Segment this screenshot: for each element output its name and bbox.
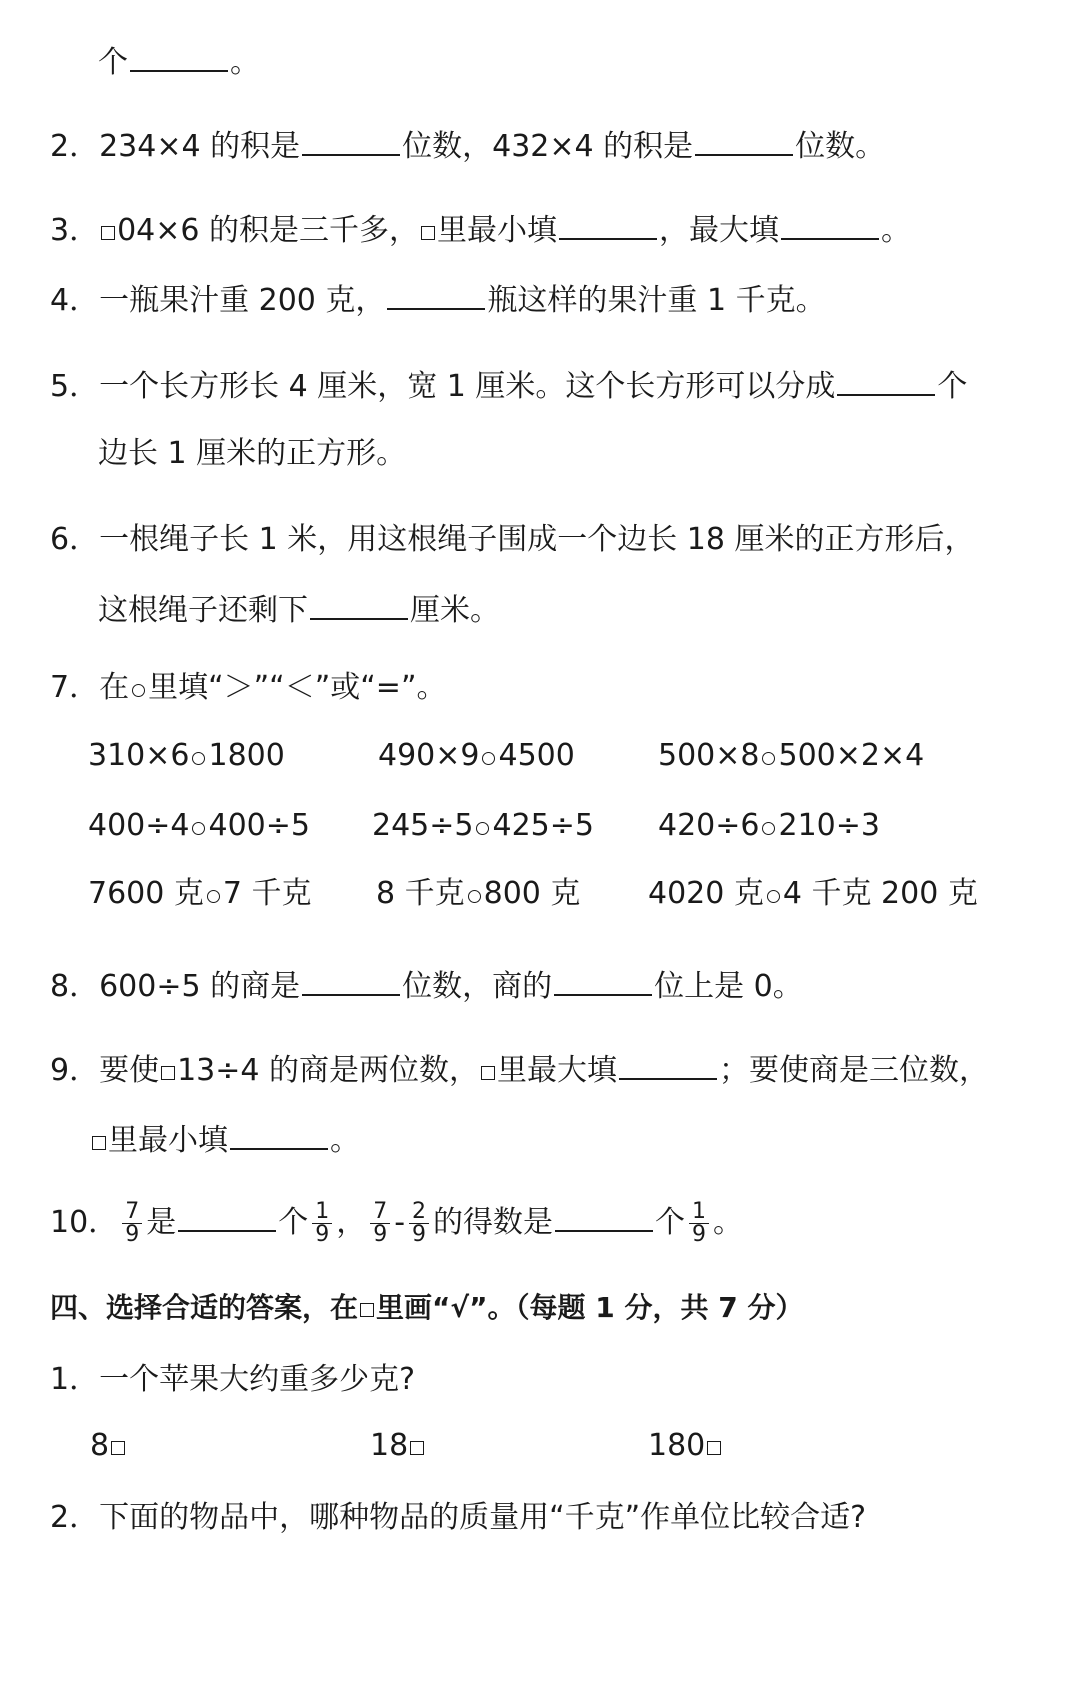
fraction: [370, 1201, 390, 1246]
question-number: 5．: [50, 369, 100, 404]
compare-circle[interactable]: [762, 822, 775, 835]
question-number: 4．: [50, 283, 100, 318]
compare-right: 4500: [498, 738, 575, 773]
question-3: [50, 208, 911, 251]
compare-right: 400÷5: [208, 808, 310, 843]
minus-sign: -: [394, 1205, 406, 1240]
question-text: 。: [713, 1205, 744, 1240]
question-number: 1．: [50, 1362, 100, 1397]
answer-blank[interactable]: [781, 208, 879, 240]
question-8: [50, 964, 803, 1007]
section-heading-text: 四、选择合适的答案，在: [50, 1291, 359, 1324]
question-text: 里填“＞”“＜”或“=”。: [148, 670, 447, 705]
question-6-line-2: [98, 588, 500, 631]
question-text: 下面的物品中，哪种物品的质量用“千克”作单位比较合适?: [99, 1500, 867, 1535]
answer-blank[interactable]: [130, 40, 228, 72]
answer-blank[interactable]: [555, 1200, 653, 1232]
option-label: 18: [370, 1428, 409, 1463]
option-label: 8: [90, 1428, 110, 1463]
question-text: 一个苹果大约重多少克?: [99, 1362, 416, 1397]
box-icon: [92, 1136, 106, 1150]
question-text: 04×6 的积是三千多，: [117, 213, 420, 248]
question-9: [50, 1048, 989, 1091]
question-5: [50, 364, 967, 407]
question-9-line-2: [90, 1118, 360, 1161]
compare-item: [88, 806, 310, 846]
section-heading: [50, 1288, 803, 1328]
compare-circle[interactable]: [482, 752, 495, 765]
question-text: ，最大填: [659, 213, 780, 248]
answer-blank[interactable]: [387, 278, 485, 310]
compare-item: [88, 874, 312, 914]
checkbox[interactable]: [707, 1441, 721, 1455]
compare-left: 500×8: [658, 738, 760, 773]
compare-right: 425÷5: [492, 808, 594, 843]
answer-blank[interactable]: [559, 208, 657, 240]
compare-right: 800 克: [483, 876, 581, 911]
compare-circle[interactable]: [767, 890, 780, 903]
question-text: 里最小填: [108, 1123, 228, 1158]
answer-blank[interactable]: [178, 1200, 276, 1232]
fraction-numerator: 1: [689, 1201, 709, 1224]
choice-option: [648, 1426, 723, 1466]
question-text: 一根绳子长 1 米，用这根绳子围成一个边长 18 厘米的正方形后，: [99, 522, 975, 557]
checkbox[interactable]: [111, 1441, 125, 1455]
compare-left: 490×9: [378, 738, 480, 773]
fraction-numerator: 1: [312, 1201, 332, 1224]
question-text: 在: [99, 670, 130, 705]
question-5-line-2: 边长 1 厘米的正方形。: [98, 436, 407, 471]
compare-left: 245÷5: [372, 808, 474, 843]
compare-circle[interactable]: [192, 752, 205, 765]
section-heading-text: 里画“√”。（每题 1 分，共 7 分）: [376, 1291, 804, 1324]
question-number: 10．: [50, 1205, 119, 1240]
question-text: 这根绳子还剩下: [98, 593, 308, 628]
answer-blank[interactable]: [302, 964, 400, 996]
box-icon: [481, 1066, 495, 1080]
question-text: 的得数是: [433, 1205, 554, 1240]
checkbox[interactable]: [410, 1441, 424, 1455]
question-number: 2．: [50, 1500, 100, 1535]
question-4: [50, 278, 826, 321]
question-10: [50, 1200, 743, 1246]
compare-left: 7600 克: [88, 876, 204, 911]
compare-item: [372, 806, 594, 846]
compare-item: [648, 874, 978, 914]
question-number: 3．: [50, 213, 100, 248]
question-text: 位数。: [795, 129, 886, 164]
box-icon: [421, 226, 435, 240]
question-text: 个: [937, 369, 968, 404]
compare-left: 310×6: [88, 738, 190, 773]
choice-question-2: [50, 1498, 866, 1538]
question-text: 一个长方形长 4 厘米，宽 1 厘米。这个长方形可以分成: [99, 369, 836, 404]
q1-text: 个: [98, 45, 128, 80]
question-text: 厘米。: [410, 593, 500, 628]
question-text: 234×4 的积是: [99, 129, 301, 164]
fraction: [122, 1201, 142, 1246]
question-number: 7．: [50, 670, 100, 705]
compare-circle[interactable]: [192, 822, 205, 835]
answer-blank[interactable]: [230, 1118, 328, 1150]
answer-blank[interactable]: [310, 588, 408, 620]
compare-left: 420÷6: [658, 808, 760, 843]
choice-question-1: [50, 1360, 415, 1400]
fraction-numerator: 7: [122, 1201, 142, 1224]
compare-circle[interactable]: [468, 890, 481, 903]
box-icon: [161, 1066, 175, 1080]
option-label: 180: [648, 1428, 706, 1463]
fraction-numerator: 2: [409, 1201, 429, 1224]
question-number: 2．: [50, 129, 100, 164]
question-text: ，: [336, 1205, 367, 1240]
compare-left: 8 千克: [376, 876, 465, 911]
question-2: [50, 124, 885, 167]
fraction-denominator: 9: [373, 1222, 388, 1247]
question-text: 是: [146, 1205, 177, 1240]
question-number: 9．: [50, 1053, 100, 1088]
compare-item: [658, 736, 924, 776]
compare-item: [378, 736, 575, 776]
answer-blank[interactable]: [302, 124, 400, 156]
compare-right: 1800: [208, 738, 285, 773]
question-text: 。: [881, 213, 912, 248]
q1-text-end: 。: [230, 45, 260, 80]
fraction-denominator: 9: [412, 1222, 427, 1247]
compare-item: [88, 736, 285, 776]
compare-left: 4020 克: [648, 876, 764, 911]
answer-blank[interactable]: [619, 1048, 717, 1080]
fraction-denominator: 9: [692, 1222, 707, 1247]
question-text: 里最小填: [437, 213, 558, 248]
question-text: 个: [278, 1205, 309, 1240]
q1-continuation: [98, 40, 260, 83]
fraction-denominator: 9: [125, 1222, 140, 1247]
question-text: 13÷4 的商是两位数，: [177, 1053, 480, 1088]
question-number: 6．: [50, 522, 100, 557]
question-number: 8．: [50, 969, 100, 1004]
compare-circle[interactable]: [762, 752, 775, 765]
question-text: 位数，432×4 的积是: [402, 129, 694, 164]
question-7: [50, 668, 446, 708]
question-text: 个: [655, 1205, 686, 1240]
question-6: [50, 520, 975, 560]
box-icon: [101, 226, 115, 240]
fraction: [409, 1201, 429, 1246]
compare-right: 7 千克: [222, 876, 312, 911]
question-text: 。: [330, 1123, 360, 1158]
choice-option: [370, 1426, 426, 1466]
compare-circle[interactable]: [476, 822, 489, 835]
question-text: 瓶这样的果汁重 1 千克。: [487, 283, 826, 318]
compare-right: 4 千克 200 克: [782, 876, 978, 911]
question-text: 里最大填: [497, 1053, 618, 1088]
compare-left: 400÷4: [88, 808, 190, 843]
fraction-denominator: 9: [315, 1222, 330, 1247]
circle-icon: [132, 684, 145, 697]
fraction: [689, 1201, 709, 1246]
question-text: 一瓶果汁重 200 克，: [99, 283, 386, 318]
answer-blank[interactable]: [695, 124, 793, 156]
compare-item: [376, 874, 580, 914]
compare-circle[interactable]: [207, 890, 220, 903]
question-text: 600÷5 的商是: [99, 969, 301, 1004]
question-text: ；要使商是三位数，: [719, 1053, 990, 1088]
fraction: [312, 1201, 332, 1246]
answer-blank[interactable]: [554, 964, 652, 996]
question-text: 位数，商的: [402, 969, 553, 1004]
box-icon: [360, 1303, 374, 1317]
question-text: 要使: [99, 1053, 160, 1088]
fraction-numerator: 7: [370, 1201, 390, 1224]
compare-right: 210÷3: [778, 808, 880, 843]
answer-blank[interactable]: [837, 364, 935, 396]
compare-item: [658, 806, 880, 846]
compare-right: 500×2×4: [778, 738, 925, 773]
choice-option: [90, 1426, 127, 1466]
question-text: 位上是 0。: [654, 969, 803, 1004]
